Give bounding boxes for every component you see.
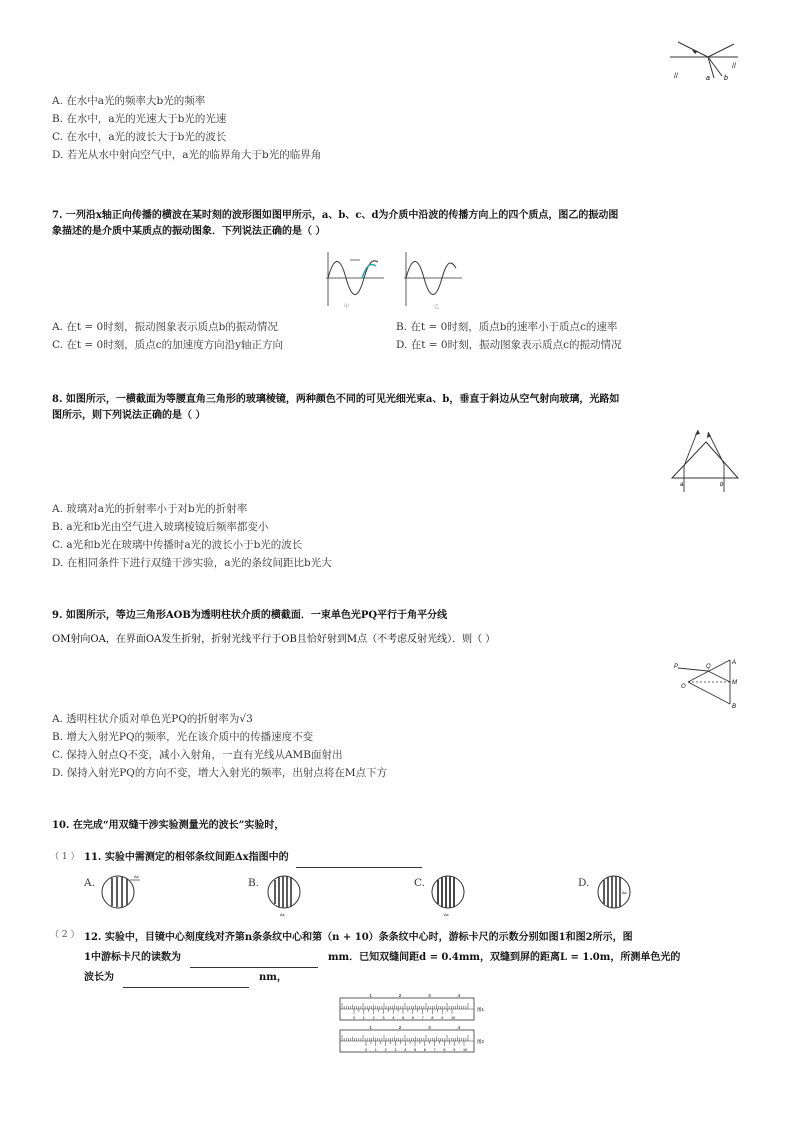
q9-stem-line1: 9. 如图所示，等边三角形AOB为透明柱状介质的横截面．一束单色光PQ平行于角平分线 (52, 610, 448, 621)
q9-stem-line2: OM射向OA，在界面OA发生折射，折射光线平行于OB且恰好射到M点（不考虑反射光线）．则（ ） (52, 634, 496, 645)
fringe-figure-a[interactable] (100, 872, 148, 914)
vernier-number: 3 (382, 1016, 385, 1020)
label-m: M (732, 680, 737, 686)
label-b: B (732, 704, 737, 710)
reflected-ray (708, 44, 734, 57)
vernier-number: 0 (365, 1048, 368, 1052)
vernier-number: 6 (423, 1048, 426, 1052)
q8-option-d[interactable]: D. 在相同条件下进行双缝干涉实验，a光的条纹间距比b光大 (52, 557, 332, 569)
hatch-right: // (732, 63, 736, 70)
choice-d-label[interactable]: D. (578, 877, 590, 889)
fringe-figure-c[interactable] (428, 872, 476, 918)
label-p: P (674, 664, 679, 670)
label-o: O (681, 684, 686, 690)
main-scale-number: 2 (398, 1025, 402, 1030)
vernier-number: 5 (402, 1016, 405, 1020)
main-scale-number: 3 (428, 993, 431, 998)
q9-triangle-figure (672, 656, 748, 710)
side-ob (688, 682, 730, 704)
q7-stem-line2: 象描述的是介质中某质点的振动图象．下列说法正确的是（ ） (52, 226, 326, 237)
q6-option-d[interactable]: D. 若光从水中射向空气中，a光的临界角大于b光的临界角 (52, 149, 322, 161)
choice-a-label[interactable]: A. (84, 877, 95, 889)
q7-option-a[interactable]: A. 在t = 0时刻，振动图象表示质点b的振动情况 (52, 321, 278, 333)
vernier-number: 9 (453, 1048, 456, 1052)
label-b: b (724, 75, 728, 82)
q10-stem: 10. 在完成“用双缝干涉实验测量光的波长”实验时， (52, 820, 285, 831)
ray-pq (678, 668, 708, 671)
caption-right: 乙 (434, 304, 440, 310)
vernier-number: 9 (441, 1016, 444, 1020)
q7-option-b[interactable]: B. 在t = 0时刻，质点b的速率小于质点c的速率 (396, 321, 618, 333)
main-scale-number: 4 (457, 993, 461, 998)
q8-stem-line2: 图所示，则下列说法正确的是（ ） (52, 410, 206, 421)
vernier-number: 2 (384, 1048, 387, 1052)
vernier-number: 1 (362, 1016, 365, 1020)
dx-label: Δx (134, 874, 139, 879)
dx-label: Δx (280, 912, 285, 917)
main-scale-number: 2 (398, 993, 402, 998)
vernier-number: 6 (411, 1016, 414, 1020)
q10-part2-line2-a: 1中游标卡尺的读数为 (84, 952, 181, 963)
vernier-number: 1 (374, 1048, 377, 1052)
q10-part2-marker: （ 2 ） (50, 930, 80, 940)
q10-part2-line2-b: mm．已知双缝间距d = 0.4mm，双缝到屏的距离L = 1.0m，所测单色光的 (327, 952, 681, 963)
label-q: Q (706, 664, 711, 670)
q10-part1-text (84, 848, 422, 868)
refracted-ray (708, 671, 730, 682)
label-a: A (732, 660, 737, 666)
q8-stem-line1: 8. 如图所示，一横截面为等腰直角三角形的玻璃棱镜，两种颜色不同的可见光细光束a、b，垂直于斜边从空气射向玻璃，光路如 (52, 394, 620, 405)
q9-option-c[interactable]: C. 保持入射点Q不变，减小入射角，一直有光线从AMB面射出 (52, 749, 343, 761)
fringe-figure-d[interactable] (594, 872, 642, 918)
vernier-number: 7 (433, 1048, 436, 1052)
prism (672, 442, 738, 478)
q7-wave-figures (322, 248, 472, 310)
choice-c-label[interactable]: C. (414, 877, 425, 889)
q10-part1-label: 11. 实验中需测定的相邻条纹间距Δx指图中的 (84, 852, 289, 863)
q6-option-a[interactable]: A. 在水中a光的频率大b光的频率 (52, 95, 206, 107)
eyepiece-circle (102, 876, 134, 908)
vernier-number: 8 (443, 1048, 446, 1052)
vernier-number: 7 (421, 1016, 424, 1020)
vernier-caliper-figure (336, 992, 488, 1054)
q8-prism-figure (668, 428, 744, 494)
main-scale-number: 4 (457, 1025, 461, 1030)
q6-option-c[interactable]: C. 在水中，a光的波长大于b光的波长 (52, 131, 227, 143)
label-a: a (680, 482, 684, 488)
q8-option-a[interactable]: A. 玻璃对a光的折射率小于对b光的折射率 (52, 503, 248, 515)
choice-b-label[interactable]: B. (248, 877, 260, 889)
vernier-number: 3 (394, 1048, 397, 1052)
q10-part2-line3-b: nm， (258, 972, 287, 983)
q10-part2-line3-a: 波长为 (84, 972, 114, 983)
q7-option-c[interactable]: C. 在t = 0时刻，质点c的加速度方向沿y轴正方向 (52, 339, 284, 351)
caliper-figure-label: 图2 (477, 1039, 485, 1044)
q10-part2-line1: 12. 实验中，目镜中心刻度线对齐第n条条纹中心和第（n + 10）条条纹中心时，游标卡尺的示数分别如图1和图2所示，图 (84, 932, 633, 943)
vernier-number: 5 (414, 1048, 417, 1052)
label-b: b (720, 482, 724, 488)
vernier-number: 4 (392, 1016, 395, 1020)
ray-b-out (708, 432, 724, 464)
main-scale-number: 1 (369, 1025, 372, 1030)
answer-blank-2[interactable] (190, 955, 318, 968)
fringe-figure-b[interactable] (264, 872, 312, 918)
q10-part1-marker: （ 1 ） (50, 852, 80, 862)
dx-label: Δx (622, 890, 627, 895)
q10-part2-line3 (84, 968, 287, 988)
q7-stem-line1: 7. 一列沿x轴正向传播的横波在某时刻的波形图如图甲所示，a、b、c、d为介质中沿波的传播方向上的四个质点，图乙的振动图 (52, 210, 619, 221)
vernier-number: 0 (353, 1016, 356, 1020)
caption-left: 甲 (344, 304, 350, 310)
vernier-number: 10 (463, 1048, 468, 1052)
vernier-number: 4 (404, 1048, 407, 1052)
q6-option-b[interactable]: B. 在水中，a光的光速大于b光的光速 (52, 113, 227, 125)
answer-blank-1[interactable] (296, 855, 422, 868)
refracted-ray-b (708, 57, 722, 76)
q10-part2-line2 (84, 948, 680, 968)
q9-option-a[interactable]: A. 透明柱状介质对单色光PQ的折射率为√3 (52, 713, 253, 725)
main-scale-number: 1 (369, 993, 372, 998)
q9-option-b[interactable]: B. 增大入射光PQ的频率，光在该介质中的传播速度不变 (52, 731, 314, 743)
eyepiece-circle (268, 876, 300, 908)
answer-blank-3[interactable] (123, 975, 249, 988)
vernier-number: 10 (451, 1016, 456, 1020)
dx-label: Δx (444, 912, 449, 917)
incident-ray (678, 42, 708, 57)
caliper-figure-label: 图1 (477, 1007, 485, 1012)
q8-option-b[interactable]: B. a光和b光由空气进入玻璃棱镜后频率都变小 (52, 521, 269, 533)
q7-option-d[interactable]: D. 在t = 0时刻，振动图象表示质点c的振动情况 (396, 339, 622, 351)
hatch-left: // (674, 73, 678, 80)
vernier-number: 2 (372, 1016, 375, 1020)
q9-option-d[interactable]: D. 保持入射光PQ的方向不变，增大入射光的频率，出射点将在M点下方 (52, 767, 388, 779)
vernier-number: 8 (431, 1016, 434, 1020)
eyepiece-circle (432, 876, 464, 908)
q8-option-c[interactable]: C. a光和b光在玻璃中传播时a光的波长小于b光的波长 (52, 539, 303, 551)
label-a: a (706, 75, 710, 82)
q6-refraction-figure (668, 36, 740, 86)
main-scale-number: 3 (428, 1025, 431, 1030)
ray-a-out (684, 430, 698, 466)
